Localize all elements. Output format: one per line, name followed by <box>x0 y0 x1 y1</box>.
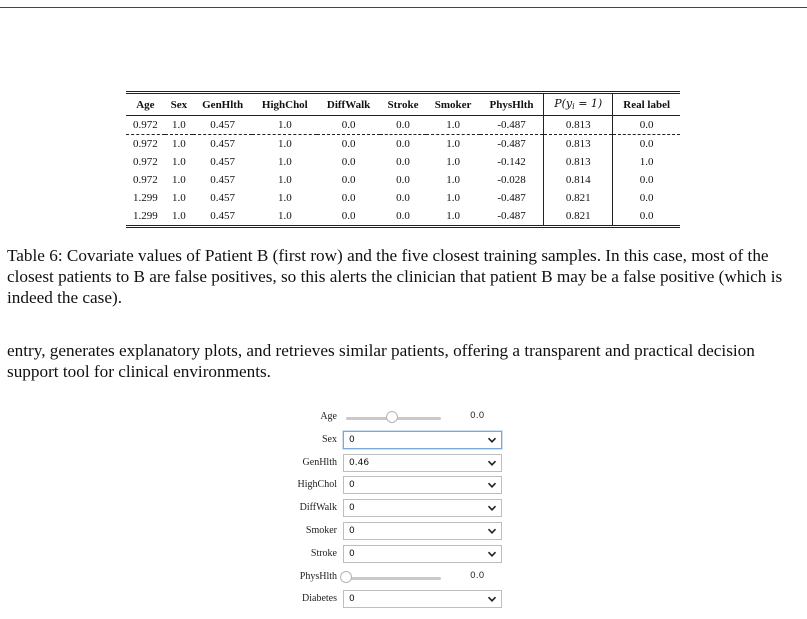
covariate-table <box>126 91 680 228</box>
col-header-smoker: Smoker <box>426 93 480 116</box>
cell-probability: 0.813 <box>544 153 613 171</box>
cell-sex: 1.0 <box>172 191 186 204</box>
cell-diffwalk: 0.0 <box>341 173 356 186</box>
form-row-genhlth <box>260 454 520 474</box>
table-row <box>126 189 680 207</box>
cell-physhlth: -0.487 <box>497 191 526 204</box>
cell-genhlth: 0.457 <box>210 173 235 186</box>
cell-sex: 1.0 <box>172 173 186 186</box>
cell-age: 0.972 <box>132 137 158 150</box>
cell-diffwalk: 0.0 <box>341 137 356 150</box>
cell-real-label: 0.0 <box>639 209 654 222</box>
table-caption: Table 6: Covariate values of Patient B (first row) and the five closest training samples. In this case, most of the closest patients to B are false positives, so this alerts the clinician that patient B may be a false positive (which is indeed the case). <box>7 246 783 307</box>
diffwalk-select[interactable] <box>343 499 502 517</box>
col-header-physhlth: PhysHlth <box>480 93 544 116</box>
cell-probability: 0.813 <box>544 135 613 154</box>
stroke-select[interactable] <box>343 545 502 563</box>
cell-smoker: 1.0 <box>446 209 460 222</box>
chevron-down-icon <box>487 458 497 468</box>
table-row <box>126 116 680 135</box>
cell-stroke: 0.0 <box>396 155 410 168</box>
col-header-genhlth: GenHlth <box>193 93 252 116</box>
cell-diffwalk: 0.0 <box>341 191 356 204</box>
highchol-select[interactable] <box>343 476 502 494</box>
cell-age: 0.972 <box>132 173 158 186</box>
cell-genhlth: 0.457 <box>210 191 235 204</box>
form-row-diffwalk <box>260 499 520 519</box>
top-rule <box>0 7 807 8</box>
cell-smoker: 1.0 <box>446 173 460 186</box>
chevron-down-icon <box>487 549 497 559</box>
cell-real-label: 0.0 <box>613 116 680 135</box>
cell-sex: 1.0 <box>172 209 186 222</box>
sex-select[interactable] <box>343 431 502 449</box>
physhlth-slider[interactable] <box>346 577 441 580</box>
cell-physhlth: -0.142 <box>497 155 526 168</box>
cell-real-label: 0.0 <box>639 191 654 204</box>
cell-genhlth: 0.457 <box>210 137 235 150</box>
form-row-diabetes <box>260 590 520 610</box>
cell-real-label: 0.0 <box>639 137 654 150</box>
col-header-diffwalk: DiffWalk <box>317 93 379 116</box>
select-value: 0.46 <box>349 457 370 468</box>
cell-highchol: 1.0 <box>277 173 292 186</box>
field-label: Diabetes <box>302 593 337 605</box>
select-value: 0 <box>349 526 355 536</box>
cell-age: 1.299 <box>132 209 158 222</box>
chevron-down-icon <box>487 480 497 490</box>
genhlth-select[interactable] <box>343 454 502 472</box>
col-header-age: Age <box>126 93 165 116</box>
select-value: 0 <box>349 434 355 445</box>
cell-genhlth: 0.457 <box>210 209 235 222</box>
cell-age: 0.972 <box>126 116 165 135</box>
form-row-highchol <box>260 476 520 496</box>
cell-age: 0.972 <box>132 155 158 168</box>
cell-stroke: 0.0 <box>396 191 410 204</box>
slider-value: 0.0 <box>470 570 485 581</box>
cell-highchol: 1.0 <box>277 155 292 168</box>
cell-stroke: 0.0 <box>396 173 410 186</box>
table-row <box>126 153 680 171</box>
form-row-age <box>260 408 520 428</box>
select-value: 0 <box>349 548 355 559</box>
slider-value: 0.0 <box>470 411 485 421</box>
cell-stroke: 0.0 <box>396 137 410 150</box>
cell-smoker: 1.0 <box>446 191 460 204</box>
chevron-down-icon <box>487 526 497 536</box>
cell-physhlth: -0.028 <box>497 173 526 186</box>
cell-highchol: 1.0 <box>277 209 292 222</box>
form-row-smoker <box>260 522 520 542</box>
cell-probability: 0.821 <box>544 189 613 207</box>
field-label: DiffWalk <box>299 502 337 514</box>
cell-sex: 1.0 <box>172 137 186 150</box>
cell-sex: 1.0 <box>172 155 186 168</box>
chevron-down-icon <box>487 594 497 604</box>
form-row-physhlth <box>260 568 520 588</box>
field-label: Sex <box>322 433 337 445</box>
cell-diffwalk: 0.0 <box>341 209 356 222</box>
smoker-select[interactable] <box>343 522 502 540</box>
table-row <box>126 207 680 227</box>
cell-physhlth: -0.487 <box>480 116 544 135</box>
field-label: Stroke <box>310 547 337 559</box>
col-header-sex: Sex <box>165 93 193 116</box>
cell-real-label: 0.0 <box>639 173 654 186</box>
cell-stroke: 0.0 <box>396 209 410 222</box>
field-label: HighChol <box>297 479 337 491</box>
col-header-stroke: Stroke <box>380 93 427 116</box>
chevron-down-icon <box>487 503 497 513</box>
cell-smoker: 1.0 <box>446 137 460 150</box>
cell-physhlth: -0.487 <box>497 137 526 150</box>
cell-smoker: 1.0 <box>446 155 460 168</box>
cell-diffwalk: 0.0 <box>317 116 379 135</box>
field-label: PhysHlth <box>299 570 337 582</box>
field-label: Smoker <box>305 525 337 536</box>
chevron-down-icon <box>487 435 497 445</box>
form-row-sex <box>260 431 520 451</box>
form-row-stroke <box>260 545 520 565</box>
select-value: 0 <box>349 594 355 605</box>
probability-formula: $P(y_i = 1)$ <box>554 97 603 111</box>
select-value: 0 <box>349 480 355 491</box>
slider-thumb[interactable] <box>386 411 398 423</box>
cell-smoker: 1.0 <box>426 116 480 135</box>
col-header-probability <box>544 93 613 116</box>
cell-age: 1.299 <box>132 191 158 204</box>
col-header-real-label: Real label <box>613 93 680 116</box>
field-label: GenHlth <box>302 456 337 468</box>
covariate-table-container <box>126 91 680 228</box>
slider-thumb[interactable] <box>340 571 352 583</box>
cell-real-label: 1.0 <box>639 155 654 168</box>
cell-probability: 0.813 <box>544 116 613 135</box>
body-paragraph: entry, generates explanatory plots, and retrieves similar patients, offering a transparent and practical decision support tool for clinical environments. <box>7 341 755 381</box>
diabetes-select[interactable] <box>343 590 502 608</box>
age-slider[interactable] <box>346 417 441 420</box>
cell-diffwalk: 0.0 <box>341 155 356 168</box>
cell-highchol: 1.0 <box>277 191 292 204</box>
cell-stroke: 0.0 <box>380 116 427 135</box>
cell-genhlth: 0.457 <box>193 116 252 135</box>
field-label: Age <box>320 411 337 422</box>
select-value: 0 <box>349 503 355 514</box>
table-row <box>126 171 680 189</box>
cell-physhlth: -0.487 <box>497 209 526 222</box>
cell-sex: 1.0 <box>165 116 193 135</box>
cell-highchol: 1.0 <box>252 116 317 135</box>
table-header-row <box>126 93 680 116</box>
cell-probability: 0.821 <box>544 207 613 227</box>
col-header-highchol: HighChol <box>252 93 317 116</box>
cell-genhlth: 0.457 <box>210 155 235 168</box>
table-row <box>126 135 680 154</box>
cell-highchol: 1.0 <box>277 137 292 150</box>
cell-probability: 0.814 <box>544 171 613 189</box>
table-body <box>126 116 680 227</box>
